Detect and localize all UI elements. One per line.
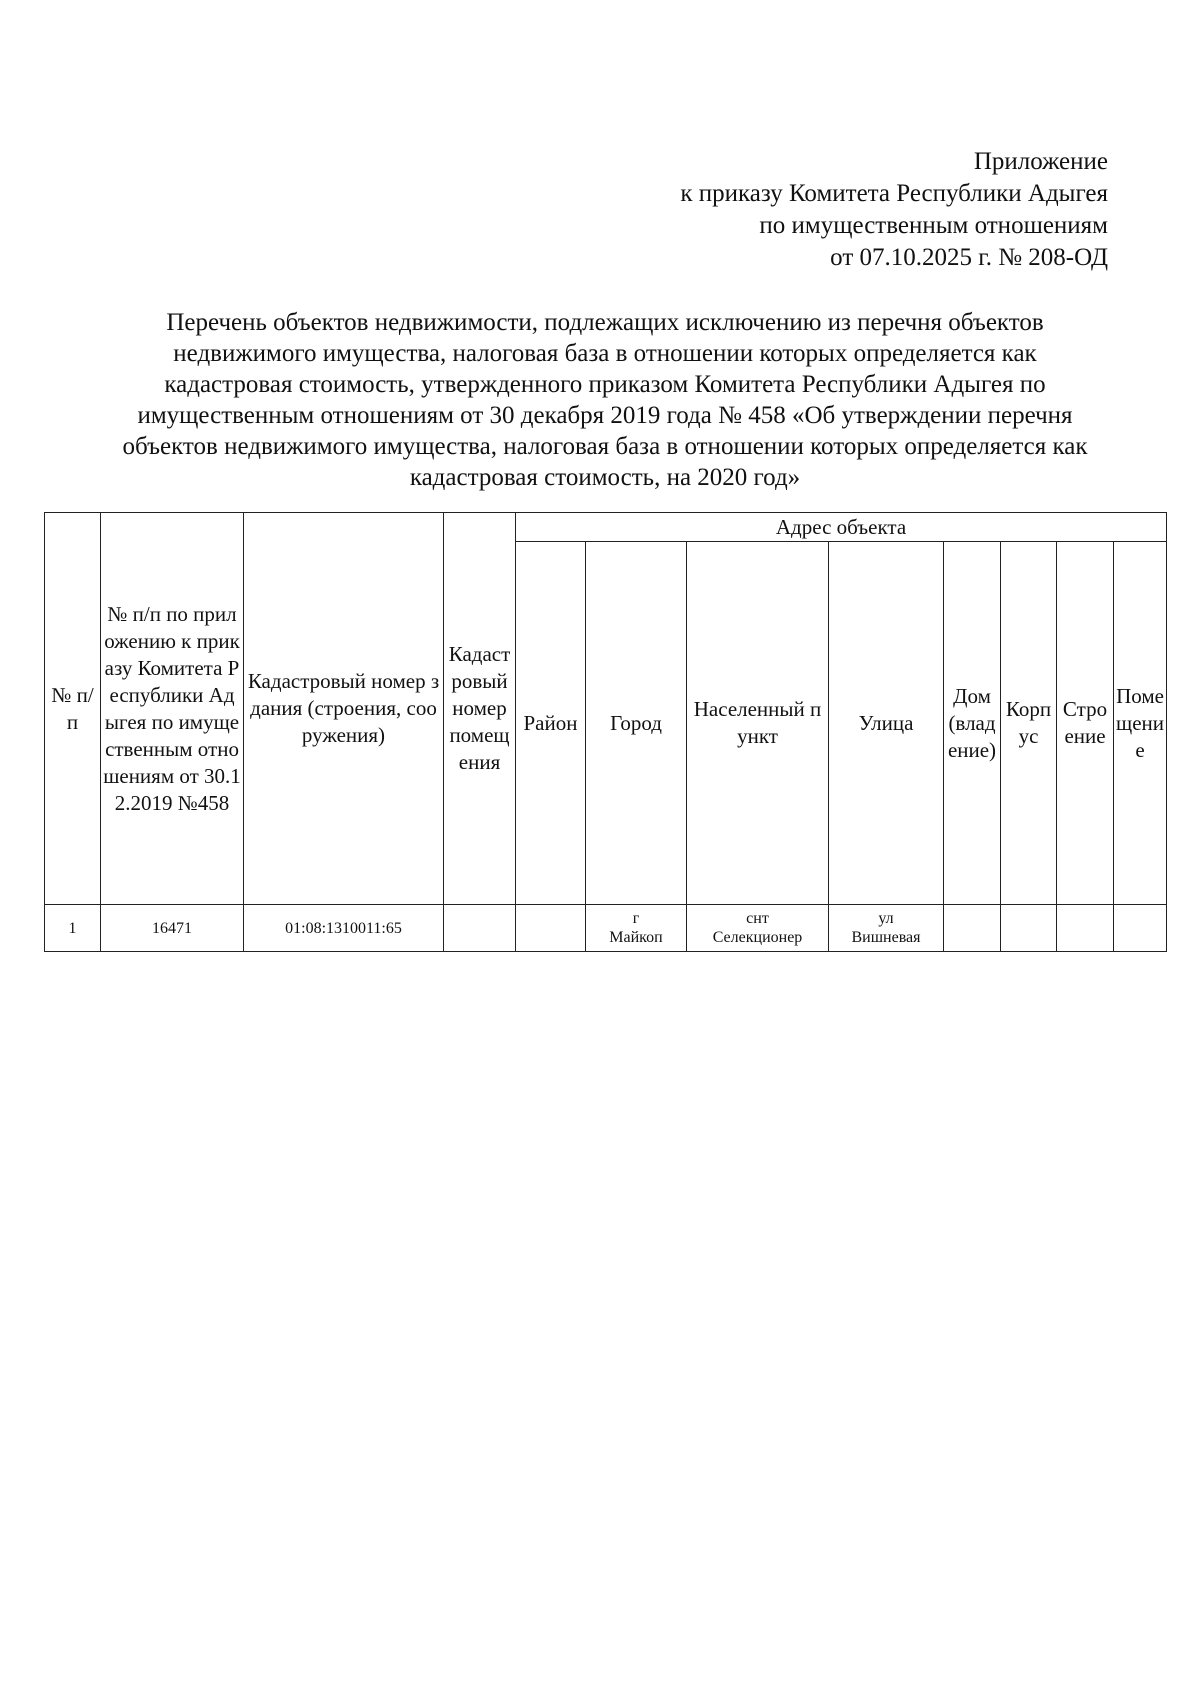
header-cadastral-building: Кадастровый номер здания (строения, сооружения) [244,513,444,905]
cell-city-prefix: г [632,910,640,927]
cell-settlement [687,905,829,952]
header-house: Дом (владение) [944,542,1001,905]
cell-street-prefix: ул [878,910,894,927]
table-row [45,905,1167,952]
appendix-header [680,146,1108,274]
cell-cadastral-building: 01:08:1310011:65 [244,905,444,952]
title-line-4: имущественным отношениям от 30 декабря 2019 года № 458 «Об утверждении перечня [137,402,1073,429]
header-korpus: Корпус [1001,542,1057,905]
cell-building [1057,905,1114,952]
header-settlement: Населенный пункт [687,542,829,905]
header-street: Улица [829,542,944,905]
header-appendix-num: № п/п по приложению к приказу Комитета Республики Адыгея по имущественным отношениям от 30.12.2019 №458 [101,513,244,905]
title-line-5: объектов недвижимого имущества, налоговая база в отношении которых определяется как [122,433,1088,460]
cell-settlement-name: Селекционер [712,929,803,946]
title-line-1: Перечень объектов недвижимости, подлежащих исключению из перечня объектов [166,309,1044,336]
appendix-line-2: к приказу Комитета Республики Адыгея [680,180,1108,207]
cell-room [1114,905,1167,952]
cell-appendix-num: 16471 [101,905,244,952]
header-cadastral-room: Кадастровый номер помещения [444,513,516,905]
appendix-line-3: по имущественным отношениям [759,212,1108,239]
cell-city-name: Майкоп [609,929,663,946]
cell-cadastral-room [444,905,516,952]
header-num: № п/п [45,513,101,905]
header-building: Строение [1057,542,1114,905]
header-address-group: Адрес объекта [516,513,1167,542]
header-city: Город [586,542,687,905]
cell-house [944,905,1001,952]
cell-korpus [1001,905,1057,952]
title-line-3: кадастровая стоимость, утвержденного приказом Комитета Республики Адыгея по [164,371,1046,398]
header-district: Район [516,542,586,905]
cell-street [829,905,944,952]
header-room: Помещение [1114,542,1167,905]
title-line-6: кадастровая стоимость, на 2020 год» [409,464,801,491]
appendix-line-4: от 07.10.2025 г. № 208-ОД [830,244,1108,271]
document-title [60,307,1150,493]
cell-city [586,905,687,952]
cell-district [516,905,586,952]
title-line-2: недвижимого имущества, налоговая база в отношении которых определяется как [173,340,1037,367]
appendix-line-1: Приложение [973,148,1108,175]
objects-table [44,512,1167,952]
header-row-group [45,513,1167,542]
cell-num: 1 [45,905,101,952]
cell-street-name: Вишневая [851,929,921,946]
cell-settlement-prefix: снт [746,910,769,927]
